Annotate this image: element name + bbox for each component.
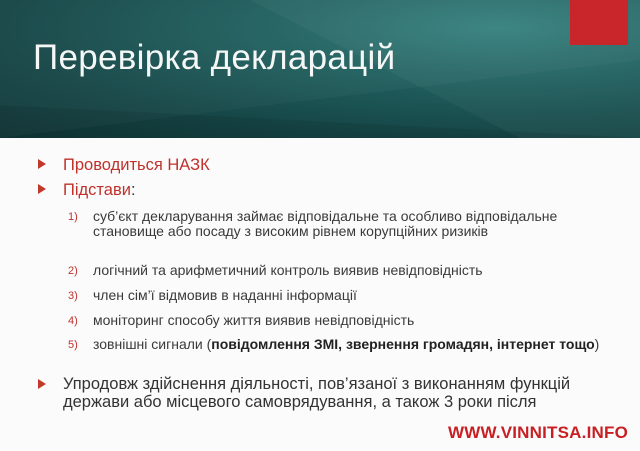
sub-item-text-end: ) bbox=[594, 336, 600, 352]
bullet-text: Підстави bbox=[63, 181, 131, 199]
sub-item-text bbox=[93, 337, 618, 352]
bullet-item bbox=[38, 181, 136, 200]
sub-item-text: член сім’ї відмовив в наданні інформації bbox=[93, 287, 357, 303]
sub-item-text-start: зовнішні сигнали ( bbox=[93, 336, 212, 352]
sub-item-number: 2) bbox=[68, 265, 78, 277]
triangle-bullet-icon bbox=[38, 184, 46, 194]
triangle-bullet-icon bbox=[38, 159, 46, 169]
bullet-text: Проводиться НАЗК bbox=[63, 156, 210, 174]
bullet-suffix: : bbox=[130, 181, 136, 199]
sub-item-number: 5) bbox=[68, 339, 78, 351]
sub-item-number: 3) bbox=[68, 290, 78, 302]
sub-item-text: моніторинг способу життя виявив невідповідність bbox=[93, 312, 415, 328]
triangle-bullet-icon bbox=[38, 379, 46, 389]
sub-item-number: 1) bbox=[68, 211, 78, 223]
sub-item-number: 4) bbox=[68, 315, 78, 327]
sub-item-text-bold: повідомлення ЗМІ, звернення громадян, інтернет тощо bbox=[211, 336, 595, 352]
watermark-logo: WWW.VINNITSA.INFO bbox=[448, 423, 628, 442]
slide-title: Перевірка декларацій bbox=[33, 38, 396, 77]
sub-item-text: суб’єкт декларування займає відповідальне та особливо відповідальне становище або посаду з високим рівнем корупційних ризиків bbox=[93, 208, 558, 239]
bullet-text: Упродовж здійснення діяльності, пов’язаної з виконанням функцій держави або місцевого самоврядування, а також 3 роки після bbox=[63, 375, 571, 411]
bullet-item bbox=[38, 156, 210, 175]
sub-item-text: логічний та арифметичний контроль виявив невідповідність bbox=[93, 262, 483, 278]
